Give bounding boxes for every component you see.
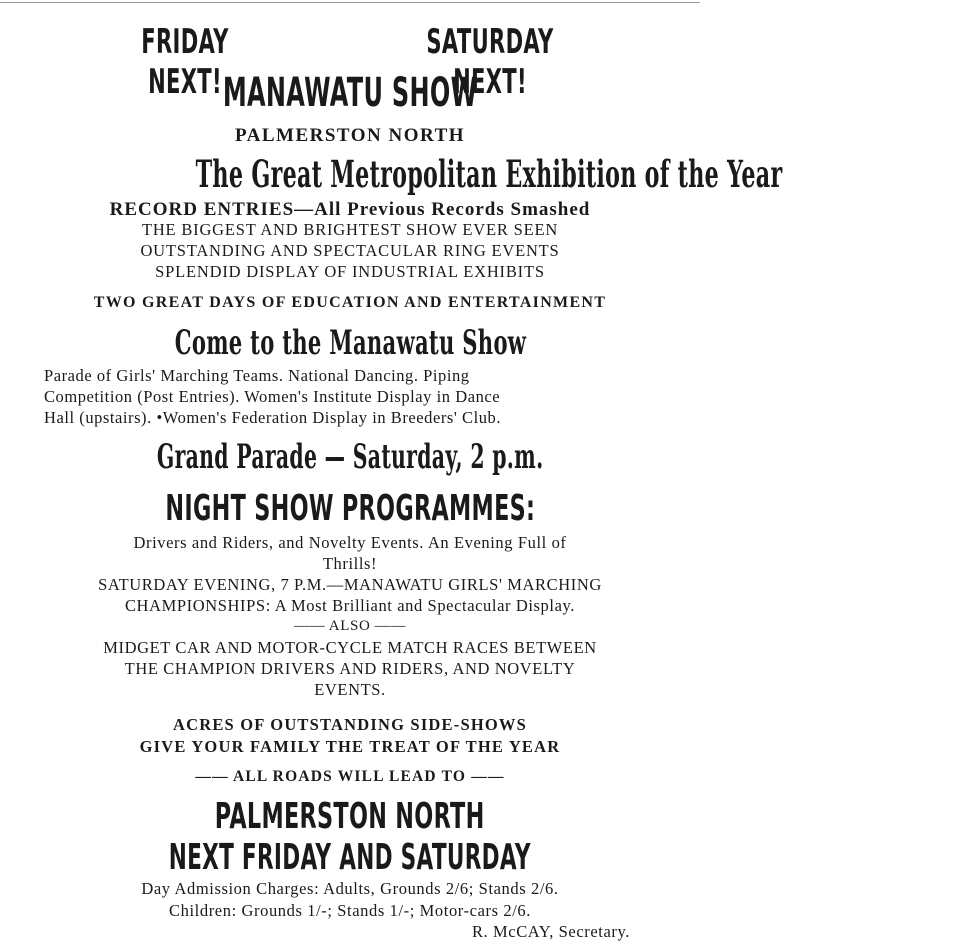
saturday-next-heading: SATURDAY NEXT! (426, 22, 554, 102)
admission-adults: Day Admission Charges: Adults, Grounds 2/6; Stands 2/6. (141, 879, 559, 898)
sideshows-line-1: ACRES OF OUTSTANDING SIDE-SHOWS (173, 715, 527, 734)
admission-children: Children: Grounds 1/-; Stands 1/-; Motor-cars 2/6. (169, 901, 531, 920)
secretary-signature: R. McCAY, Secretary. (471, 922, 630, 941)
night-text-line-2: Thrills! (322, 554, 378, 573)
tagline-heading: The Great Metropolitan Exhibition of the Year (195, 152, 783, 196)
highlight-record-entries: RECORD ENTRIES—All Previous Records Smashed (109, 199, 591, 220)
two-great-days-line: TWO GREAT DAYS OF EDUCATION AND ENTERTAINMENT (93, 294, 607, 311)
highlight-ring-events: OUTSTANDING AND SPECTACULAR RING EVENTS (140, 241, 560, 260)
parade-text-line-1: Parade of Girls' Marching Teams. National Dancing. Piping (44, 366, 470, 385)
night-text-line-6: MIDGET CAR AND MOTOR-CYCLE MATCH RACES BETWEEN (103, 638, 597, 657)
location-line: PALMERSTON NORTH (234, 125, 466, 146)
finale-palmerston-north: PALMERSTON NORTH (215, 796, 485, 837)
night-text-line-7: THE CHAMPION DRIVERS AND RIDERS, AND NOVELTY (124, 659, 576, 678)
come-to-show-heading: Come to the Manawatu Show (174, 323, 526, 363)
highlight-biggest-show: THE BIGGEST AND BRIGHTEST SHOW EVER SEEN (141, 220, 559, 239)
show-title: MANAWATU SHOW (222, 70, 478, 116)
night-show-heading: NIGHT SHOW PROGRAMMES: (165, 488, 535, 529)
night-text-line-8: EVENTS. (314, 680, 386, 699)
night-text-line-4: CHAMPIONSHIPS: A Most Brilliant and Spectacular Display. (124, 596, 576, 615)
parade-text-line-3: Hall (upstairs). •Women's Federation Display in Breeders' Club. (44, 408, 502, 427)
all-roads-line: —— ALL ROADS WILL LEAD TO —— (195, 768, 505, 785)
friday-next-heading: FRIDAY NEXT! (141, 22, 229, 102)
sideshows-line-2: GIVE YOUR FAMILY THE TREAT OF THE YEAR (139, 737, 561, 756)
night-text-line-3: SATURDAY EVENING, 7 P.M.—MANAWATU GIRLS' MARCHING (98, 575, 602, 594)
night-text-line-1: Drivers and Riders, and Novelty Events. An Evening Full of (133, 533, 567, 552)
finale-next-friday-saturday: NEXT FRIDAY AND SATURDAY (168, 837, 532, 878)
night-text-also: —— ALSO —— (294, 618, 406, 634)
grand-parade-heading: Grand Parade — Saturday, 2 p.m. (156, 437, 544, 477)
highlight-industrial-exhibits: SPLENDID DISPLAY OF INDUSTRIAL EXHIBITS (155, 262, 545, 281)
parade-text-line-2: Competition (Post Entries). Women's Institute Display in Dance (44, 387, 501, 406)
